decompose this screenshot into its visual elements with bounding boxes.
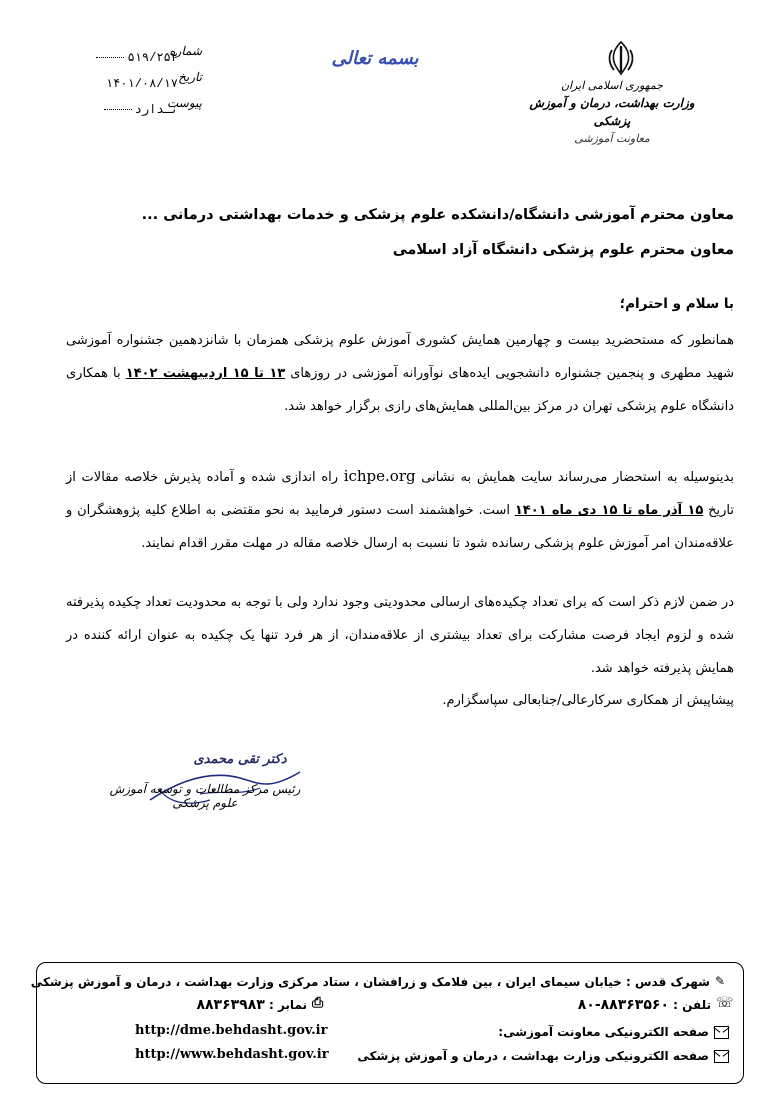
ministry-site-link[interactable]: http://www.behdasht.gov.ir [135,1047,329,1062]
date-row [62,70,202,96]
attachment-row [62,96,202,122]
telephone-icon [716,1000,729,1011]
signer-title: رئیس مرکز مطالعات و توسعه آموزش علوم پزشکی [109,782,301,810]
iran-emblem-icon [606,40,636,76]
paragraph-3: در ضمن لازم ذکر است که برای تعداد چکیده‌های ارسالی محدودیتی وجود ندارد ولی با توجه به محدودیت تعداد چکیده پذیرفته شده و لزوم ایجاد فرصت مشارکت برای تعداد بیشتری از علاقه‌مندان، از هر فرد تنها یک چکیده به عنوان ارائه کننده در همایش پذیرفته خواهد شد. [66,595,734,676]
greeting: با سلام و احترام؛ [619,296,734,312]
number-row [62,44,202,70]
letter-meta [62,44,202,122]
envelope-icon [714,1026,729,1039]
footer-ministry-site: صفحه الکترونیکی وزارت بهداشت ، درمان و آموزش پزشکی [357,1049,729,1063]
bismillah-heading: بسمه تعالی [331,48,419,69]
pen-icon [715,978,729,988]
attachment-value: نـدارد [104,102,178,117]
number-value: ۵۱۹/۲۵۲ [96,50,178,65]
envelope-icon [714,1050,729,1063]
edu-site-link[interactable]: http://dme.behdasht.gov.ir [135,1023,328,1038]
paragraph-1: همانطور که مستحضرید بیست و چهارمین همایش کشوری آموزش علوم پزشکی همزمان با شانزدهمین جشنواره آموزشی شهید مطهری و پنجمین جشنواره دانشجویی ایده‌های نوآورانه آموزشی در روزهای ۱۳ تا ۱۵ اردیبهشت ۱۴۰۲ با همکاری دانشگاه علوم پزشکی تهران در مرکز بین‌المللی همایش‌های رازی برگزار خواهد شد. [66,333,734,414]
conference-website: ichpe.org [343,467,416,485]
submission-dates: ۱۵ آذر ماه تا ۱۵ دی ماه ۱۴۰۱ [514,503,704,518]
conference-dates: ۱۳ تا ۱۵ اردیبهشت ۱۴۰۲ [125,366,286,381]
attachment-label: پیوست [167,96,202,110]
paragraph-4: پیشاپیش از همکاری سرکارعالی/جنابعالی سپاسگزارم. [442,693,734,708]
ministry-header [512,78,712,148]
addressee-1: معاون محترم آموزشی دانشگاه/دانشکده علوم پزشکی و خدمات بهداشتی درمانی ... [141,207,734,223]
number-label: شماره [169,44,202,58]
date-label: تاریخ [178,70,202,84]
ministry-deputy: معاونت آموزشی [574,132,650,145]
date-value: ۱۴۰۱/۰۸/۱۷ [105,77,178,91]
fax-icon [312,1000,325,1011]
signer-name: دکتر تقی محمدی [193,752,287,767]
addressee-2: معاون محترم علوم پزشکی دانشگاه آزاد اسلامی [392,242,734,258]
ministry-name: وزارت بهداشت، درمان و آموزش پزشکی [529,96,695,128]
footer-edu-site: صفحه الکترونیکی معاونت آموزشی: [498,1025,729,1039]
footer-address: ✎شهرک قدس : خیابان سیمای ایران ، بین فلامک و زرافشان ، ستاد مرکزی وزارت بهداشت ، درمان و آموزش پزشکی [31,975,729,989]
paragraph-2: بدینوسیله به استحضار می‌رساند سایت همایش به نشانی ichpe.org راه اندازی شده و آماده پذیرش خلاصه مقالات از تاریخ ۱۵ آذر ماه تا ۱۵ دی ماه ۱۴۰۱ است. خواهشمند است دستور فرمایید به نحو مقتضی به اطلاع کلیه پژوهشگران و علاقه‌مندان امر آموزش علوم پزشکی رسانده شود تا نسبت به ارسال خلاصه مقاله در مهلت مقرر اقدام نمایند. [66,467,734,551]
footer-fax: ⎙نمابر : ۸۸۳۶۳۹۸۳ [196,997,325,1013]
footer-phone: ☏تلفن : ۸۸۳۶۳۵۶۰-۸۰ [578,997,729,1013]
footer-box [30,962,744,1084]
ministry-country: جمهوری اسلامی ایران [560,79,664,92]
